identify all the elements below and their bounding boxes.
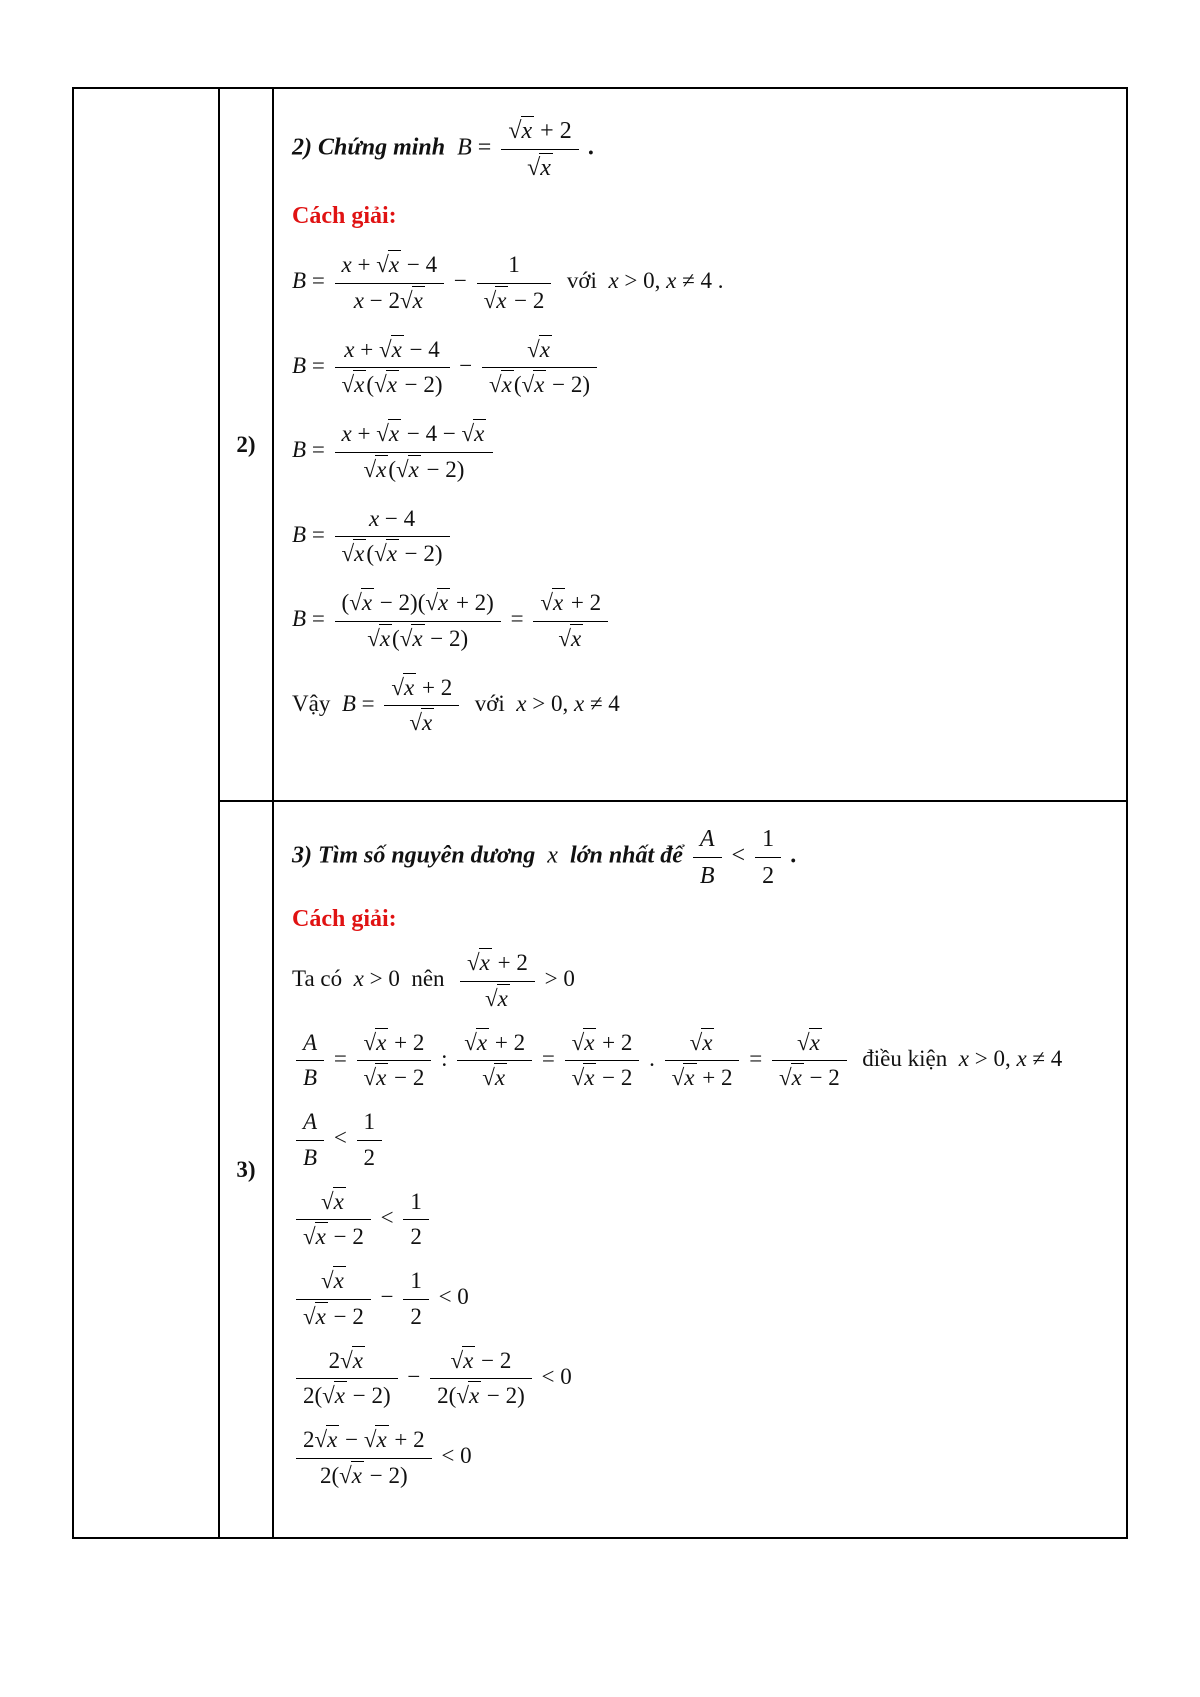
math-variable: B (292, 268, 307, 294)
math-variable: x (376, 1065, 387, 1091)
radical-sign-icon: √ (483, 287, 496, 313)
square-root (315, 1425, 340, 1452)
radical-sign-icon: √ (320, 1188, 333, 1214)
math-line: $\frac{√x}{√x - 2}$ − $\frac{1}{2}$ < 0 (292, 1265, 1112, 1333)
radical-sign-icon: √ (425, 590, 437, 616)
fraction: $\frac{1}{2}$ (403, 1186, 429, 1254)
square-root (364, 1425, 389, 1452)
radical-sign-icon: √ (378, 336, 391, 362)
solution-label-line: Cách giải: (292, 906, 397, 932)
square-root (451, 1346, 476, 1373)
square-root (303, 1222, 328, 1249)
fraction: $\frac{√x}{√x - 2}$ (296, 1265, 371, 1333)
fraction: $\frac{√x + 2}{√x}$ (501, 114, 578, 184)
math-variable: x (344, 336, 355, 362)
radical-sign-icon: √ (409, 710, 421, 736)
math-variable: x (354, 372, 365, 398)
square-root (364, 1028, 389, 1055)
math-variable: x (404, 674, 415, 700)
square-root (464, 1028, 489, 1055)
math-variable: B (292, 437, 307, 463)
solution-table (72, 87, 1128, 1539)
section-row-part3 (220, 800, 1126, 1537)
radical-sign-icon: √ (571, 1029, 584, 1055)
math-variable: x (354, 541, 365, 567)
math-variable: x (516, 690, 527, 716)
math-variable: x (463, 1347, 474, 1373)
radical-sign-icon: √ (671, 1065, 684, 1091)
radical-sign-icon: √ (558, 625, 570, 651)
problem-heading-line: 2) Chứng minh B = $\frac{√x + 2}{√x}$ . (292, 114, 1112, 184)
square-root (522, 370, 547, 397)
square-root (340, 1346, 365, 1373)
fraction: $\frac{x + √x - 4}{√x(√x - 2)}$ (335, 334, 450, 402)
radical-sign-icon: √ (571, 1065, 584, 1091)
fraction (296, 1106, 324, 1174)
fraction: $\frac{2√x}{2(√x - 2)}$ (296, 1345, 398, 1413)
table-main-columns (220, 89, 1126, 1537)
math-variable: x (570, 625, 582, 651)
radical-sign-icon: √ (376, 252, 388, 278)
radical-sign-icon: √ (540, 590, 552, 616)
math-variable: x (809, 1029, 820, 1055)
math-variable: x (412, 287, 423, 313)
square-root (342, 539, 367, 566)
square-root (349, 588, 374, 615)
math-variable: x (315, 1303, 326, 1329)
fraction: $\frac{2√x - √x + 2}{2(√x - 2)}$ (296, 1424, 432, 1492)
math-variable: x (521, 118, 533, 144)
math-line: B = $\frac{x + √x - 4 - √x}{√x(√x - 2)}$ (292, 418, 1112, 486)
math-variable: A (303, 1109, 318, 1135)
square-root (572, 1063, 597, 1090)
radical-sign-icon: √ (374, 541, 386, 567)
fraction: $\frac{√x + 2}{√x - 2}$ (565, 1027, 640, 1095)
radical-sign-icon: √ (391, 674, 403, 700)
square-root (339, 1461, 364, 1488)
radical-sign-icon: √ (341, 541, 354, 567)
math-variable: x (412, 625, 423, 651)
square-root (364, 1063, 389, 1090)
math-line: B = $\frac{(√x - 2)(√x + 2)}{√x(√x - 2)}$ = $\frac{√x + 2}{√x}$ (292, 587, 1112, 655)
radical-sign-icon: √ (363, 1427, 376, 1453)
fraction: $\frac{√x}{√x + 2}$ (665, 1027, 740, 1095)
square-root (376, 250, 401, 277)
radical-sign-icon: √ (489, 372, 501, 398)
math-variable: x (547, 842, 558, 869)
math-variable: x (497, 985, 508, 1011)
radical-sign-icon: √ (508, 118, 521, 144)
radical-sign-icon: √ (303, 1303, 315, 1329)
square-root (321, 1187, 346, 1214)
square-root (400, 624, 425, 651)
square-root (485, 984, 510, 1011)
fraction: $\frac{√x}{√x(√x - 2)}$ (482, 334, 597, 402)
fraction: $\frac{√x + 2}{√x - 2}$ (357, 1027, 432, 1095)
radical-sign-icon: √ (467, 950, 479, 976)
radical-sign-icon: √ (374, 372, 386, 398)
math-line: Vậy B = $\frac{√x + 2}{√x}$ với x > 0, x ≠ 4 (292, 672, 1112, 740)
math-variable: x (341, 252, 352, 278)
math-variable: x (333, 1188, 344, 1214)
square-root (482, 1063, 507, 1090)
math-variable: x (584, 1029, 595, 1055)
square-root (527, 153, 553, 181)
square-root (672, 1063, 697, 1090)
math-line: $\frac{A}{B}$ = $\frac{√x + 2}{√x - 2}$ : $\frac{√x + 2}{√x}$ = $\frac{√x + 2}{√x - 2}$ . $\frac{√x}{√x + 2}$ = $\frac{√x}{√x - 2}$ điều kiện x > 0, x ≠ 4 (292, 1027, 1112, 1095)
radical-sign-icon: √ (527, 155, 540, 181)
square-root (489, 370, 514, 397)
math-line: Ta có x > 0 nên $\frac{√x + 2}{√x}$ > 0 (292, 947, 1112, 1015)
math-variable: x (352, 1347, 363, 1373)
fraction: $\frac{√x + 2}{√x}$ (533, 587, 608, 655)
radical-sign-icon: √ (399, 625, 412, 651)
item-number-label: 2) (236, 431, 256, 457)
math-variable: x (386, 541, 397, 567)
math-variable: A (303, 1029, 318, 1055)
radical-sign-icon: √ (796, 1029, 809, 1055)
math-line: $\frac{2√x}{2(√x - 2)}$ − $\frac{√x - 2}{2(√x - 2)}$ < 0 (292, 1345, 1112, 1413)
radical-sign-icon: √ (689, 1029, 702, 1055)
radical-sign-icon: √ (456, 1383, 468, 1409)
math-variable: B (303, 1065, 318, 1091)
math-variable: x (702, 1029, 713, 1055)
math-variable: x (584, 1065, 595, 1091)
math-line: B = $\frac{x - 4}{√x(√x - 2)}$ (292, 503, 1112, 571)
math-variable: B (303, 1144, 318, 1170)
math-line: $\frac{√x}{√x - 2}$ < $\frac{1}{2}$ (292, 1186, 1112, 1254)
fraction (296, 1027, 324, 1095)
fraction: $\frac{(√x - 2)(√x + 2)}{√x(√x - 2)}$ (335, 587, 501, 655)
math-variable: x (353, 966, 364, 992)
item-number-label: 3) (236, 1156, 256, 1182)
fraction: $\frac{√x}{√x - 2}$ (772, 1027, 847, 1095)
radical-sign-icon: √ (339, 1462, 351, 1488)
math-variable: x (421, 710, 433, 736)
empty-margin-cell (74, 89, 220, 1537)
math-variable: x (684, 1065, 695, 1091)
square-root (342, 370, 367, 397)
math-variable: x (334, 1383, 346, 1409)
square-root (508, 116, 534, 144)
radical-sign-icon: √ (778, 1065, 791, 1091)
square-root (467, 948, 492, 975)
fraction: $\frac{1}{√x - 2}$ (477, 249, 552, 317)
square-root (363, 455, 388, 482)
math-variable: x (958, 1045, 969, 1071)
math-line: $\frac{2√x - √x + 2}{2(√x - 2)}$ < 0 (292, 1424, 1112, 1492)
math-variable: x (408, 456, 419, 482)
square-root (321, 1266, 346, 1293)
fraction: $\frac{√x}{√x - 2}$ (296, 1186, 371, 1254)
math-variable: x (540, 155, 551, 181)
math-variable: x (388, 252, 400, 278)
fraction: $\frac{√x - 2}{2(√x - 2)}$ (430, 1345, 532, 1413)
math-variable: x (388, 421, 400, 447)
square-root (409, 708, 434, 735)
radical-sign-icon: √ (341, 372, 354, 398)
solution-content-cell (274, 802, 1126, 1537)
radical-sign-icon: √ (485, 985, 497, 1011)
radical-sign-icon: √ (320, 1268, 333, 1294)
square-root (572, 1028, 597, 1055)
radical-sign-icon: √ (464, 1029, 476, 1055)
square-root (462, 419, 487, 446)
math-variable: x (368, 505, 380, 531)
math-variable: x (791, 1065, 802, 1091)
fraction: $\frac{√x + 2}{√x}$ (460, 947, 535, 1015)
radical-sign-icon: √ (461, 421, 474, 447)
math-variable: x (341, 421, 352, 447)
radical-sign-icon: √ (363, 456, 376, 482)
square-root (379, 335, 404, 362)
solution-label-line: Cách giải: (292, 203, 397, 229)
radical-sign-icon: √ (340, 1347, 352, 1373)
fraction: $\frac{1}{2}$ (403, 1265, 429, 1333)
square-root (400, 286, 425, 313)
square-root (797, 1028, 822, 1055)
radical-sign-icon: √ (303, 1224, 315, 1250)
math-variable: x (479, 950, 490, 976)
math-variable: x (573, 690, 585, 716)
math-variable: x (379, 625, 391, 651)
fraction: $\frac{√x + 2}{√x}$ (384, 672, 459, 740)
math-variable: B (292, 606, 307, 632)
math-variable: B (699, 863, 715, 889)
math-variable: x (539, 336, 550, 362)
square-root (396, 455, 421, 482)
square-root (425, 588, 450, 615)
math-variable: x (386, 372, 397, 398)
fraction: $\frac{1}{2}$ (357, 1106, 383, 1174)
math-line: $\frac{A}{B}$ < $\frac{1}{2}$ (292, 1106, 1112, 1174)
math-line: B = $\frac{x + √x - 4}{x - 2√x}$ − $\frac{1}{√x - 2}$ với x > 0, x ≠ 4 . (292, 249, 1112, 317)
section-row-part2 (220, 89, 1126, 800)
fraction: $\frac{x + √x - 4 - √x}{√x(√x - 2)}$ (335, 418, 494, 486)
math-variable: x (474, 421, 485, 447)
radical-sign-icon: √ (482, 1065, 494, 1091)
radical-sign-icon: √ (399, 287, 412, 313)
radical-sign-icon: √ (367, 625, 379, 651)
math-variable: x (608, 268, 619, 294)
square-root (540, 588, 565, 615)
square-root (376, 419, 401, 446)
math-variable: x (552, 590, 564, 616)
math-variable: x (437, 590, 449, 616)
radical-sign-icon: √ (450, 1347, 463, 1373)
radical-sign-icon: √ (395, 456, 408, 482)
math-variable: x (353, 287, 364, 313)
math-variable: x (534, 372, 545, 398)
math-variable: x (351, 1462, 363, 1488)
square-root (391, 673, 416, 700)
math-variable: x (315, 1224, 326, 1250)
square-root (456, 1381, 481, 1408)
math-variable: B (341, 690, 356, 716)
square-root (374, 539, 399, 566)
radical-sign-icon: √ (376, 421, 388, 447)
math-variable: x (494, 1065, 506, 1091)
square-root (779, 1063, 804, 1090)
math-variable: x (361, 590, 373, 616)
math-variable: x (1016, 1045, 1027, 1071)
math-variable: B (457, 134, 472, 161)
square-root (374, 370, 399, 397)
math-variable: x (376, 456, 387, 482)
math-line: B = $\frac{x + √x - 4}{√x(√x - 2)}$ − $\frac{√x}{√x(√x - 2)}$ (292, 334, 1112, 402)
math-variable: x (476, 1029, 488, 1055)
radical-sign-icon: √ (527, 336, 539, 362)
item-number-cell (220, 802, 274, 1537)
square-root (527, 335, 552, 362)
math-variable: x (666, 268, 677, 294)
radical-sign-icon: √ (363, 1029, 376, 1055)
math-variable: x (501, 372, 512, 398)
math-variable: x (376, 1427, 387, 1453)
math-variable: x (391, 336, 402, 362)
radical-sign-icon: √ (363, 1065, 376, 1091)
radical-sign-icon: √ (349, 590, 361, 616)
math-variable: x (327, 1427, 338, 1453)
radical-sign-icon: √ (521, 372, 534, 398)
square-root (558, 624, 583, 651)
math-variable: x (376, 1029, 387, 1055)
radical-sign-icon: √ (322, 1383, 334, 1409)
fraction (693, 822, 722, 892)
math-variable: x (496, 287, 507, 313)
item-number-cell (220, 89, 274, 800)
math-variable: x (468, 1383, 480, 1409)
radical-sign-icon: √ (314, 1427, 327, 1453)
square-root (690, 1028, 715, 1055)
square-root (367, 624, 392, 651)
math-variable: x (333, 1268, 344, 1294)
math-variable: B (292, 352, 307, 378)
square-root (303, 1302, 328, 1329)
problem-heading-line: 3) Tìm số nguyên dương x lớn nhất để $\frac{A}{B}$ < $\frac{1}{2}$ . (292, 822, 1112, 892)
math-variable: B (292, 521, 307, 547)
square-root (322, 1381, 347, 1408)
fraction: $\frac{√x + 2}{√x}$ (457, 1027, 532, 1095)
fraction: $\frac{1}{2}$ (755, 822, 781, 892)
solution-content-cell (274, 89, 1126, 800)
math-variable: A (699, 826, 715, 852)
square-root (484, 286, 509, 313)
fraction: $\frac{x - 4}{√x(√x - 2)}$ (335, 503, 450, 571)
fraction: $\frac{x + √x - 4}{x - 2√x}$ (335, 249, 445, 317)
